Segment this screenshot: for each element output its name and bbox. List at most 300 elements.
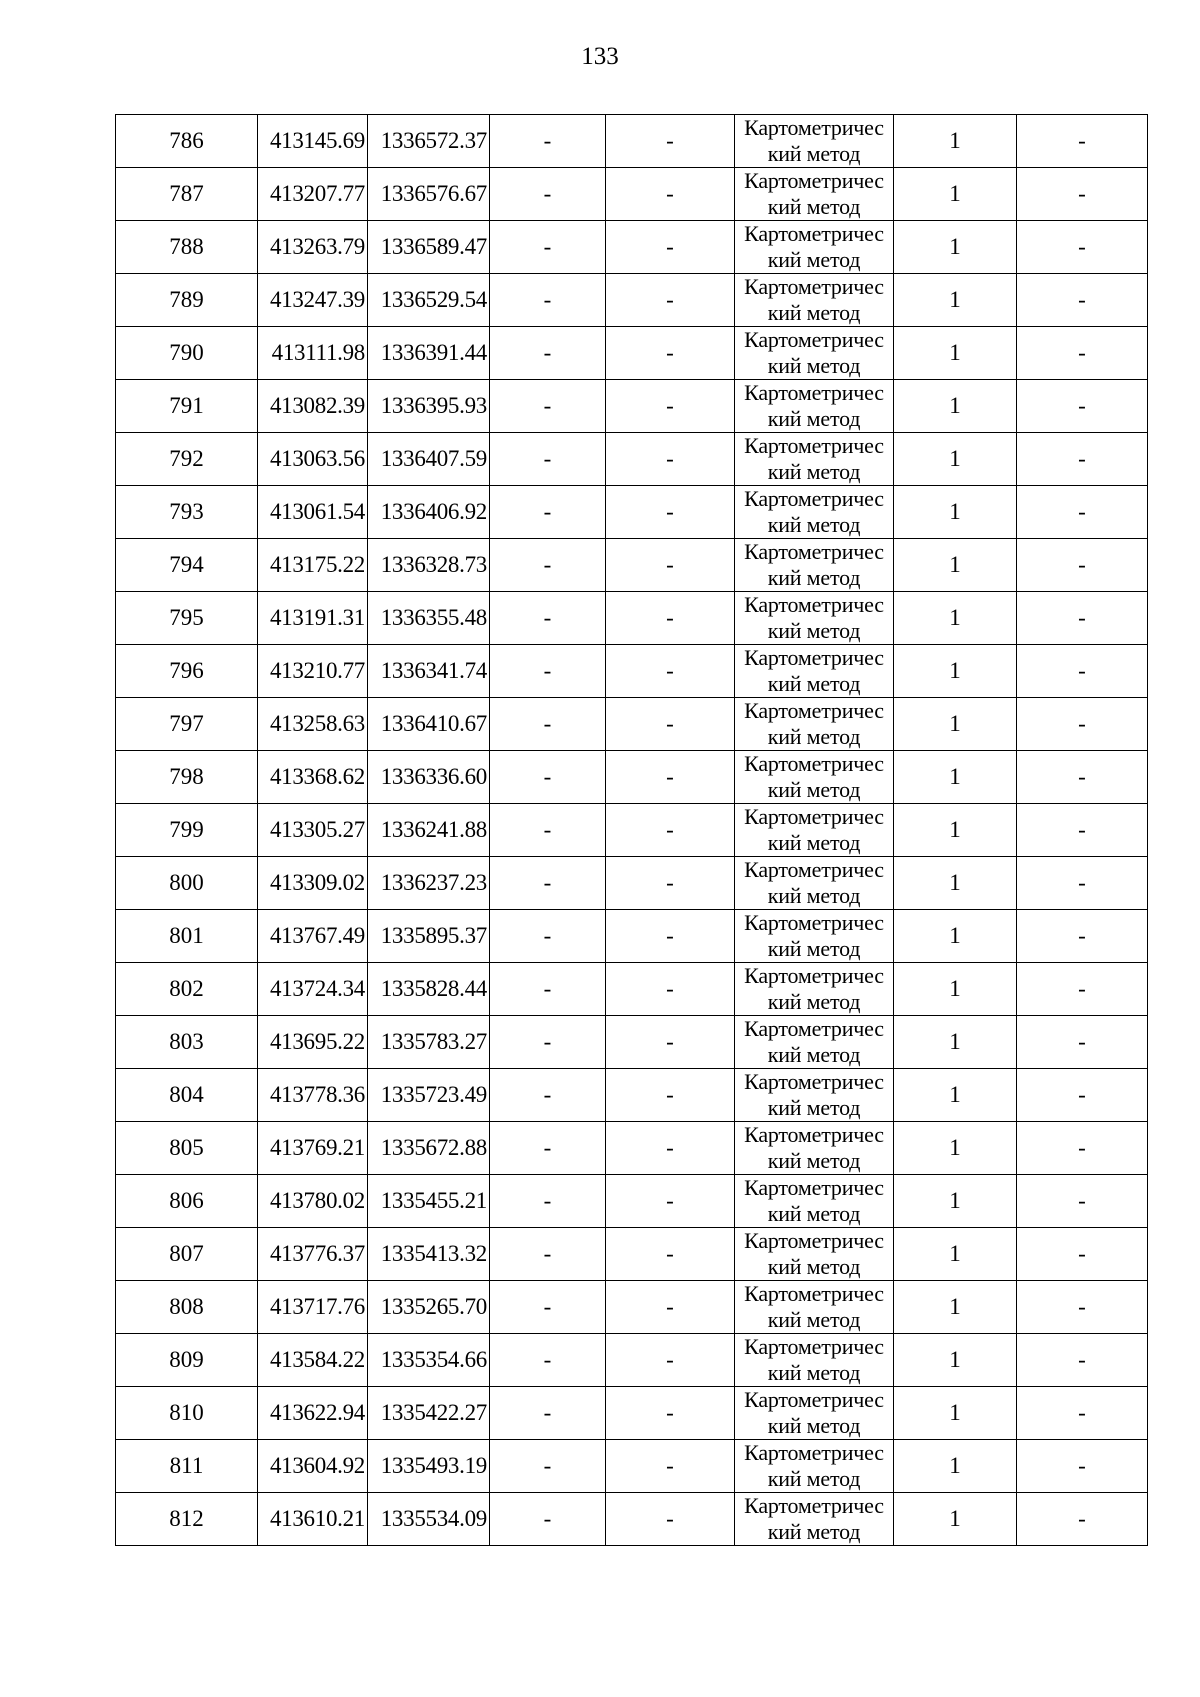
method-cell: [735, 857, 894, 910]
point-number-cell: 789: [116, 274, 258, 327]
method-line-1: Картометричес: [744, 1281, 884, 1306]
table-row: [116, 645, 1148, 698]
x-coordinate-cell: 413210.77: [258, 645, 368, 698]
column-8-cell: -: [1017, 804, 1148, 857]
point-number-cell: 791: [116, 380, 258, 433]
column-5-cell: -: [606, 804, 735, 857]
table-row: [116, 751, 1148, 804]
method-line-2: кий метод: [767, 989, 861, 1014]
x-coordinate-cell: 413610.21: [258, 1493, 368, 1546]
column-4-cell: -: [490, 804, 606, 857]
accuracy-cell: 1: [894, 433, 1017, 486]
table-row: [116, 1387, 1148, 1440]
column-5-cell: -: [606, 751, 735, 804]
accuracy-cell: 1: [894, 274, 1017, 327]
column-5-cell: -: [606, 539, 735, 592]
y-coordinate-cell: 1336336.60: [368, 751, 490, 804]
accuracy-cell: 1: [894, 115, 1017, 168]
column-5-cell: -: [606, 963, 735, 1016]
column-5-cell: -: [606, 1228, 735, 1281]
column-8-cell: -: [1017, 645, 1148, 698]
method-line-1: Картометричес: [744, 327, 884, 352]
table-row: [116, 910, 1148, 963]
method-line-2: кий метод: [767, 830, 861, 855]
method-cell: [735, 1440, 894, 1493]
y-coordinate-cell: 1336237.23: [368, 857, 490, 910]
method-line-1: Картометричес: [744, 1334, 884, 1359]
method-line-1: Картометричес: [744, 1387, 884, 1412]
column-4-cell: -: [490, 751, 606, 804]
method-line-2: кий метод: [767, 247, 861, 272]
method-cell: [735, 274, 894, 327]
accuracy-cell: 1: [894, 1069, 1017, 1122]
column-8-cell: -: [1017, 910, 1148, 963]
table-row: [116, 486, 1148, 539]
column-5-cell: -: [606, 327, 735, 380]
table-row: [116, 1493, 1148, 1546]
y-coordinate-cell: 1335723.49: [368, 1069, 490, 1122]
column-5-cell: -: [606, 1175, 735, 1228]
table-row: [116, 698, 1148, 751]
point-number-cell: 799: [116, 804, 258, 857]
y-coordinate-cell: 1336407.59: [368, 433, 490, 486]
method-line-2: кий метод: [767, 777, 861, 802]
method-cell: [735, 592, 894, 645]
column-8-cell: -: [1017, 380, 1148, 433]
point-number-cell: 793: [116, 486, 258, 539]
method-line-1: Картометричес: [744, 1069, 884, 1094]
column-5-cell: -: [606, 698, 735, 751]
method-line-2: кий метод: [767, 1519, 861, 1544]
x-coordinate-cell: 413247.39: [258, 274, 368, 327]
method-cell: [735, 486, 894, 539]
accuracy-cell: 1: [894, 1334, 1017, 1387]
table-row: [116, 1440, 1148, 1493]
column-5-cell: -: [606, 1334, 735, 1387]
y-coordinate-cell: 1335354.66: [368, 1334, 490, 1387]
column-4-cell: -: [490, 592, 606, 645]
method-line-1: Картометричес: [744, 486, 884, 511]
method-line-1: Картометричес: [744, 645, 884, 670]
table-row: [116, 274, 1148, 327]
method-cell: [735, 115, 894, 168]
method-cell: [735, 221, 894, 274]
method-line-1: Картометричес: [744, 857, 884, 882]
column-4-cell: -: [490, 327, 606, 380]
accuracy-cell: 1: [894, 592, 1017, 645]
x-coordinate-cell: 413258.63: [258, 698, 368, 751]
method-line-2: кий метод: [767, 1201, 861, 1226]
coordinates-table: [115, 114, 1148, 1546]
column-8-cell: -: [1017, 963, 1148, 1016]
method-line-2: кий метод: [767, 1095, 861, 1120]
y-coordinate-cell: 1335534.09: [368, 1493, 490, 1546]
method-cell: [735, 1334, 894, 1387]
method-line-2: кий метод: [767, 512, 861, 537]
point-number-cell: 794: [116, 539, 258, 592]
accuracy-cell: 1: [894, 221, 1017, 274]
column-8-cell: -: [1017, 221, 1148, 274]
point-number-cell: 795: [116, 592, 258, 645]
column-4-cell: -: [490, 1016, 606, 1069]
table-row: [116, 963, 1148, 1016]
table-row: [116, 327, 1148, 380]
method-line-1: Картометричес: [744, 433, 884, 458]
column-8-cell: -: [1017, 857, 1148, 910]
method-cell: [735, 910, 894, 963]
column-4-cell: -: [490, 486, 606, 539]
column-8-cell: -: [1017, 592, 1148, 645]
column-4-cell: -: [490, 1440, 606, 1493]
x-coordinate-cell: 413061.54: [258, 486, 368, 539]
column-4-cell: -: [490, 1493, 606, 1546]
accuracy-cell: 1: [894, 168, 1017, 221]
method-cell: [735, 645, 894, 698]
column-5-cell: -: [606, 1069, 735, 1122]
method-cell: [735, 1387, 894, 1440]
method-line-2: кий метод: [767, 618, 861, 643]
column-5-cell: -: [606, 433, 735, 486]
point-number-cell: 790: [116, 327, 258, 380]
column-4-cell: -: [490, 433, 606, 486]
method-line-2: кий метод: [767, 1360, 861, 1385]
column-8-cell: -: [1017, 1334, 1148, 1387]
x-coordinate-cell: 413769.21: [258, 1122, 368, 1175]
column-5-cell: -: [606, 486, 735, 539]
method-line-1: Картометричес: [744, 115, 884, 140]
column-8-cell: -: [1017, 168, 1148, 221]
table-row: [116, 857, 1148, 910]
method-line-2: кий метод: [767, 1466, 861, 1491]
table-row: [116, 539, 1148, 592]
x-coordinate-cell: 413111.98: [258, 327, 368, 380]
table-row: [116, 1281, 1148, 1334]
table-body: [116, 115, 1148, 1546]
y-coordinate-cell: 1336355.48: [368, 592, 490, 645]
table-row: [116, 1069, 1148, 1122]
point-number-cell: 809: [116, 1334, 258, 1387]
y-coordinate-cell: 1335265.70: [368, 1281, 490, 1334]
x-coordinate-cell: 413368.62: [258, 751, 368, 804]
y-coordinate-cell: 1336241.88: [368, 804, 490, 857]
column-8-cell: -: [1017, 1175, 1148, 1228]
column-8-cell: -: [1017, 1069, 1148, 1122]
accuracy-cell: 1: [894, 1016, 1017, 1069]
method-line-2: кий метод: [767, 671, 861, 696]
point-number-cell: 792: [116, 433, 258, 486]
table-row: [116, 168, 1148, 221]
method-line-2: кий метод: [767, 1254, 861, 1279]
table-row: [116, 804, 1148, 857]
y-coordinate-cell: 1335422.27: [368, 1387, 490, 1440]
table-row: [116, 592, 1148, 645]
x-coordinate-cell: 413175.22: [258, 539, 368, 592]
x-coordinate-cell: 413776.37: [258, 1228, 368, 1281]
accuracy-cell: 1: [894, 1175, 1017, 1228]
method-line-2: кий метод: [767, 1307, 861, 1332]
column-8-cell: -: [1017, 1016, 1148, 1069]
point-number-cell: 806: [116, 1175, 258, 1228]
method-cell: [735, 751, 894, 804]
x-coordinate-cell: 413724.34: [258, 963, 368, 1016]
column-5-cell: -: [606, 221, 735, 274]
method-line-2: кий метод: [767, 565, 861, 590]
column-5-cell: -: [606, 380, 735, 433]
accuracy-cell: 1: [894, 751, 1017, 804]
method-line-1: Картометричес: [744, 1228, 884, 1253]
column-5-cell: -: [606, 1122, 735, 1175]
y-coordinate-cell: 1336529.54: [368, 274, 490, 327]
point-number-cell: 788: [116, 221, 258, 274]
method-line-2: кий метод: [767, 141, 861, 166]
point-number-cell: 805: [116, 1122, 258, 1175]
point-number-cell: 811: [116, 1440, 258, 1493]
method-line-1: Картометричес: [744, 539, 884, 564]
method-line-2: кий метод: [767, 1413, 861, 1438]
column-5-cell: -: [606, 1016, 735, 1069]
column-5-cell: -: [606, 857, 735, 910]
method-cell: [735, 327, 894, 380]
column-5-cell: -: [606, 115, 735, 168]
column-8-cell: -: [1017, 433, 1148, 486]
point-number-cell: 787: [116, 168, 258, 221]
column-5-cell: -: [606, 1387, 735, 1440]
y-coordinate-cell: 1335413.32: [368, 1228, 490, 1281]
column-8-cell: -: [1017, 698, 1148, 751]
method-cell: [735, 433, 894, 486]
method-line-2: кий метод: [767, 406, 861, 431]
accuracy-cell: 1: [894, 327, 1017, 380]
column-8-cell: -: [1017, 327, 1148, 380]
method-line-1: Картометричес: [744, 1122, 884, 1147]
accuracy-cell: 1: [894, 1228, 1017, 1281]
point-number-cell: 786: [116, 115, 258, 168]
method-line-2: кий метод: [767, 459, 861, 484]
method-line-1: Картометричес: [744, 751, 884, 776]
accuracy-cell: 1: [894, 698, 1017, 751]
column-4-cell: -: [490, 1334, 606, 1387]
method-line-2: кий метод: [767, 1042, 861, 1067]
column-5-cell: -: [606, 1281, 735, 1334]
column-5-cell: -: [606, 1493, 735, 1546]
method-line-1: Картометричес: [744, 380, 884, 405]
column-5-cell: -: [606, 168, 735, 221]
column-4-cell: -: [490, 857, 606, 910]
point-number-cell: 812: [116, 1493, 258, 1546]
column-8-cell: -: [1017, 751, 1148, 804]
method-line-1: Картометричес: [744, 804, 884, 829]
method-cell: [735, 1016, 894, 1069]
accuracy-cell: 1: [894, 804, 1017, 857]
method-cell: [735, 1175, 894, 1228]
column-8-cell: -: [1017, 1440, 1148, 1493]
column-4-cell: -: [490, 1069, 606, 1122]
method-line-1: Картометричес: [744, 1440, 884, 1465]
column-4-cell: -: [490, 1387, 606, 1440]
point-number-cell: 802: [116, 963, 258, 1016]
table-row: [116, 1122, 1148, 1175]
method-line-1: Картометричес: [744, 1175, 884, 1200]
point-number-cell: 798: [116, 751, 258, 804]
accuracy-cell: 1: [894, 857, 1017, 910]
method-cell: [735, 963, 894, 1016]
table-row: [116, 1175, 1148, 1228]
column-8-cell: -: [1017, 1228, 1148, 1281]
accuracy-cell: 1: [894, 539, 1017, 592]
table-row: [116, 1016, 1148, 1069]
y-coordinate-cell: 1336395.93: [368, 380, 490, 433]
x-coordinate-cell: 413778.36: [258, 1069, 368, 1122]
method-line-1: Картометричес: [744, 698, 884, 723]
column-4-cell: -: [490, 115, 606, 168]
method-cell: [735, 168, 894, 221]
method-line-1: Картометричес: [744, 1016, 884, 1041]
page-number: 133: [581, 43, 619, 70]
x-coordinate-cell: 413584.22: [258, 1334, 368, 1387]
accuracy-cell: 1: [894, 1440, 1017, 1493]
table-row: [116, 221, 1148, 274]
method-cell: [735, 1493, 894, 1546]
method-cell: [735, 539, 894, 592]
x-coordinate-cell: 413780.02: [258, 1175, 368, 1228]
method-line-2: кий метод: [767, 300, 861, 325]
column-4-cell: -: [490, 1175, 606, 1228]
x-coordinate-cell: 413191.31: [258, 592, 368, 645]
x-coordinate-cell: 413717.76: [258, 1281, 368, 1334]
point-number-cell: 803: [116, 1016, 258, 1069]
method-cell: [735, 380, 894, 433]
point-number-cell: 807: [116, 1228, 258, 1281]
method-line-1: Картометричес: [744, 592, 884, 617]
x-coordinate-cell: 413309.02: [258, 857, 368, 910]
accuracy-cell: 1: [894, 1387, 1017, 1440]
point-number-cell: 801: [116, 910, 258, 963]
column-5-cell: -: [606, 910, 735, 963]
column-8-cell: -: [1017, 486, 1148, 539]
method-cell: [735, 804, 894, 857]
accuracy-cell: 1: [894, 486, 1017, 539]
accuracy-cell: 1: [894, 910, 1017, 963]
y-coordinate-cell: 1335895.37: [368, 910, 490, 963]
x-coordinate-cell: 413695.22: [258, 1016, 368, 1069]
y-coordinate-cell: 1336406.92: [368, 486, 490, 539]
column-8-cell: -: [1017, 1281, 1148, 1334]
y-coordinate-cell: 1335783.27: [368, 1016, 490, 1069]
column-4-cell: -: [490, 274, 606, 327]
x-coordinate-cell: 413063.56: [258, 433, 368, 486]
point-number-cell: 800: [116, 857, 258, 910]
column-8-cell: -: [1017, 115, 1148, 168]
column-5-cell: -: [606, 592, 735, 645]
column-4-cell: -: [490, 380, 606, 433]
accuracy-cell: 1: [894, 1493, 1017, 1546]
x-coordinate-cell: 413305.27: [258, 804, 368, 857]
accuracy-cell: 1: [894, 1122, 1017, 1175]
column-4-cell: -: [490, 698, 606, 751]
method-cell: [735, 1122, 894, 1175]
y-coordinate-cell: 1336576.67: [368, 168, 490, 221]
method-cell: [735, 1228, 894, 1281]
column-8-cell: -: [1017, 1493, 1148, 1546]
x-coordinate-cell: 413263.79: [258, 221, 368, 274]
method-line-2: кий метод: [767, 194, 861, 219]
x-coordinate-cell: 413145.69: [258, 115, 368, 168]
column-8-cell: -: [1017, 274, 1148, 327]
column-4-cell: -: [490, 910, 606, 963]
point-number-cell: 796: [116, 645, 258, 698]
point-number-cell: 804: [116, 1069, 258, 1122]
point-number-cell: 810: [116, 1387, 258, 1440]
column-8-cell: -: [1017, 539, 1148, 592]
x-coordinate-cell: 413207.77: [258, 168, 368, 221]
y-coordinate-cell: 1335493.19: [368, 1440, 490, 1493]
method-line-1: Картометричес: [744, 1493, 884, 1518]
method-line-1: Картометричес: [744, 168, 884, 193]
x-coordinate-cell: 413767.49: [258, 910, 368, 963]
method-cell: [735, 1281, 894, 1334]
method-line-2: кий метод: [767, 1148, 861, 1173]
method-line-1: Картометричес: [744, 221, 884, 246]
method-line-2: кий метод: [767, 936, 861, 961]
table-row: [116, 1228, 1148, 1281]
table-row: [116, 1334, 1148, 1387]
column-4-cell: -: [490, 221, 606, 274]
method-line-2: кий метод: [767, 883, 861, 908]
method-line-2: кий метод: [767, 724, 861, 749]
y-coordinate-cell: 1336391.44: [368, 327, 490, 380]
y-coordinate-cell: 1336341.74: [368, 645, 490, 698]
point-number-cell: 808: [116, 1281, 258, 1334]
column-5-cell: -: [606, 274, 735, 327]
y-coordinate-cell: 1335828.44: [368, 963, 490, 1016]
y-coordinate-cell: 1336572.37: [368, 115, 490, 168]
method-line-1: Картометричес: [744, 274, 884, 299]
table-row: [116, 380, 1148, 433]
point-number-cell: 797: [116, 698, 258, 751]
method-line-2: кий метод: [767, 353, 861, 378]
method-cell: [735, 698, 894, 751]
accuracy-cell: 1: [894, 1281, 1017, 1334]
column-4-cell: -: [490, 963, 606, 1016]
column-4-cell: -: [490, 645, 606, 698]
y-coordinate-cell: 1335455.21: [368, 1175, 490, 1228]
x-coordinate-cell: 413604.92: [258, 1440, 368, 1493]
y-coordinate-cell: 1336410.67: [368, 698, 490, 751]
x-coordinate-cell: 413622.94: [258, 1387, 368, 1440]
column-5-cell: -: [606, 1440, 735, 1493]
y-coordinate-cell: 1335672.88: [368, 1122, 490, 1175]
column-8-cell: -: [1017, 1122, 1148, 1175]
column-4-cell: -: [490, 1281, 606, 1334]
column-4-cell: -: [490, 168, 606, 221]
column-8-cell: -: [1017, 1387, 1148, 1440]
y-coordinate-cell: 1336328.73: [368, 539, 490, 592]
accuracy-cell: 1: [894, 380, 1017, 433]
column-4-cell: -: [490, 1122, 606, 1175]
column-4-cell: -: [490, 539, 606, 592]
method-line-1: Картометричес: [744, 910, 884, 935]
x-coordinate-cell: 413082.39: [258, 380, 368, 433]
method-cell: [735, 1069, 894, 1122]
table-row: [116, 433, 1148, 486]
y-coordinate-cell: 1336589.47: [368, 221, 490, 274]
column-4-cell: -: [490, 1228, 606, 1281]
table-row: [116, 115, 1148, 168]
accuracy-cell: 1: [894, 963, 1017, 1016]
method-line-1: Картометричес: [744, 963, 884, 988]
column-5-cell: -: [606, 645, 735, 698]
accuracy-cell: 1: [894, 645, 1017, 698]
